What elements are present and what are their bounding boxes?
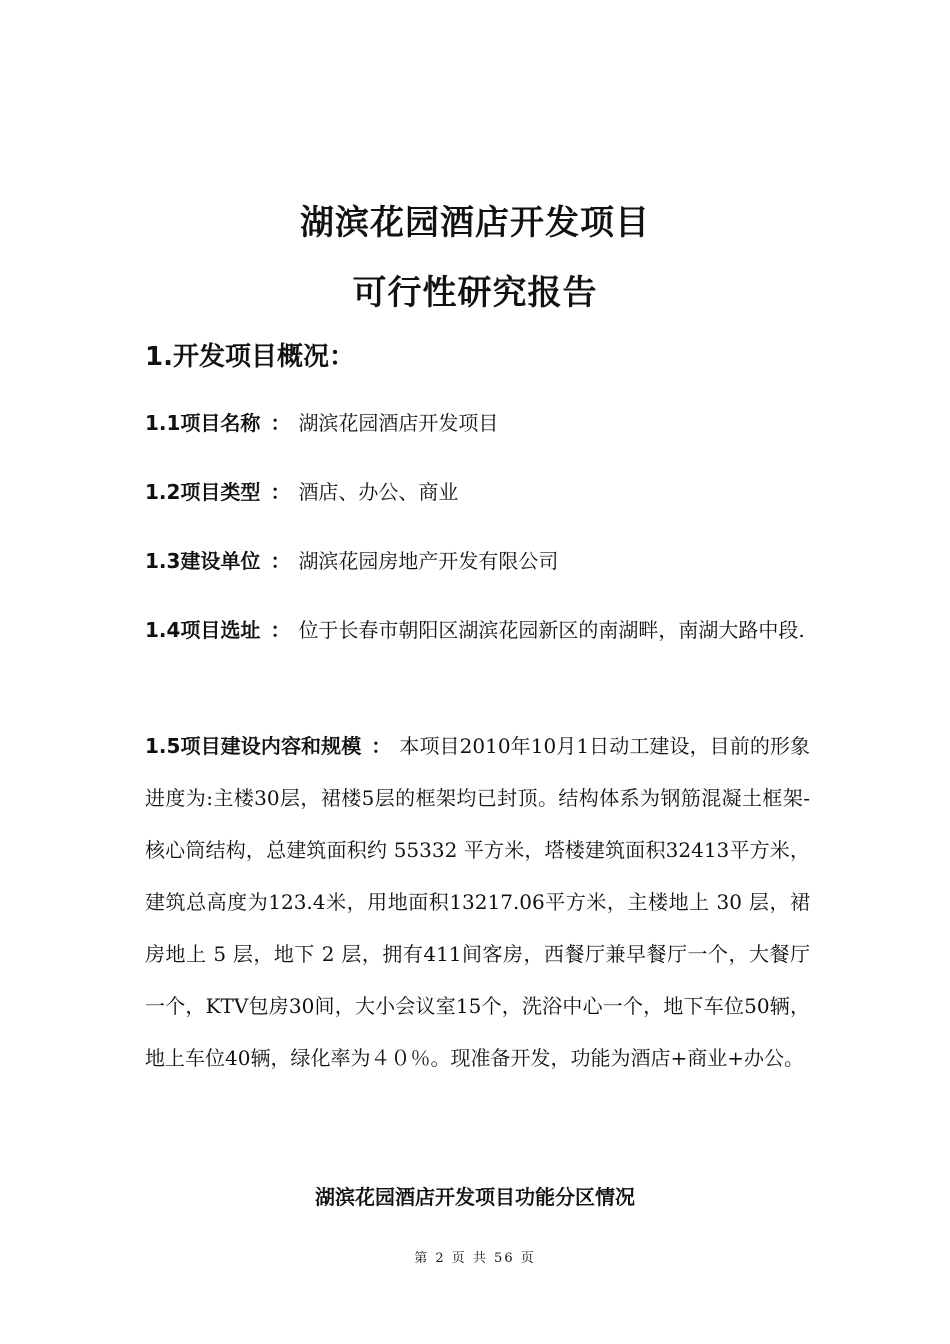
item-label: 1.1项目名称 [145,411,261,435]
zoning-subheading: 湖滨花园酒店开发项目功能分区情况 [315,1185,635,1209]
item-value: 酒店、办公、商业 [298,480,459,504]
document-title-line-1: 湖滨花园酒店开发项目 [300,203,650,243]
page-footer: 第 2 页 共 56 页 [414,1251,536,1266]
item-developer [145,544,810,578]
item-value: 位于长春市朝阳区湖滨花园新区的南湖畔，南湖大路中段. [298,618,805,642]
item-separator: ： [270,618,291,642]
item-label: 1.3建设单位 [145,549,261,573]
item-location [145,605,810,655]
item-label: 1.4项目选址 [145,618,261,642]
item-value: 湖滨花园房地产开发有限公司 [298,549,559,573]
item-construction-scope [145,720,810,1084]
section-heading: 1.开发项目概况： [145,342,355,372]
item-value: 本项目2010年10月1日动工建设，目前的形象进度为:主楼30层，裙楼5层的框架均已封顶。结构体系为钢筋混凝土框架-核心筒结构，总建筑面积约 55332 平方米，塔楼建筑面积32413平方米，建筑总高度为123.4米，用地面积13217.06平方米，主楼地上 30 层，裙房地上 5 层，地下 2 层，拥有411间客房，西餐厅兼早餐厅一个，大餐厅一个，KTV包房30间，大小会议室15个，洗浴中心一个，地下车位50辆，地上车位40辆，绿化率为４０％。现准备开发，功能为酒店+商业+办公。 [145,734,811,1070]
item-value: 湖滨花园酒店开发项目 [298,411,499,435]
item-separator: ： [270,480,291,504]
item-separator: ： [270,411,291,435]
document-title-line-2: 可行性研究报告 [352,273,598,313]
item-project-type [145,475,810,509]
item-label: 1.5项目建设内容和规模 [145,734,362,758]
item-project-name [145,406,810,440]
item-separator: ： [270,549,291,573]
item-label: 1.2项目类型 [145,480,261,504]
item-separator: ： [371,734,392,758]
